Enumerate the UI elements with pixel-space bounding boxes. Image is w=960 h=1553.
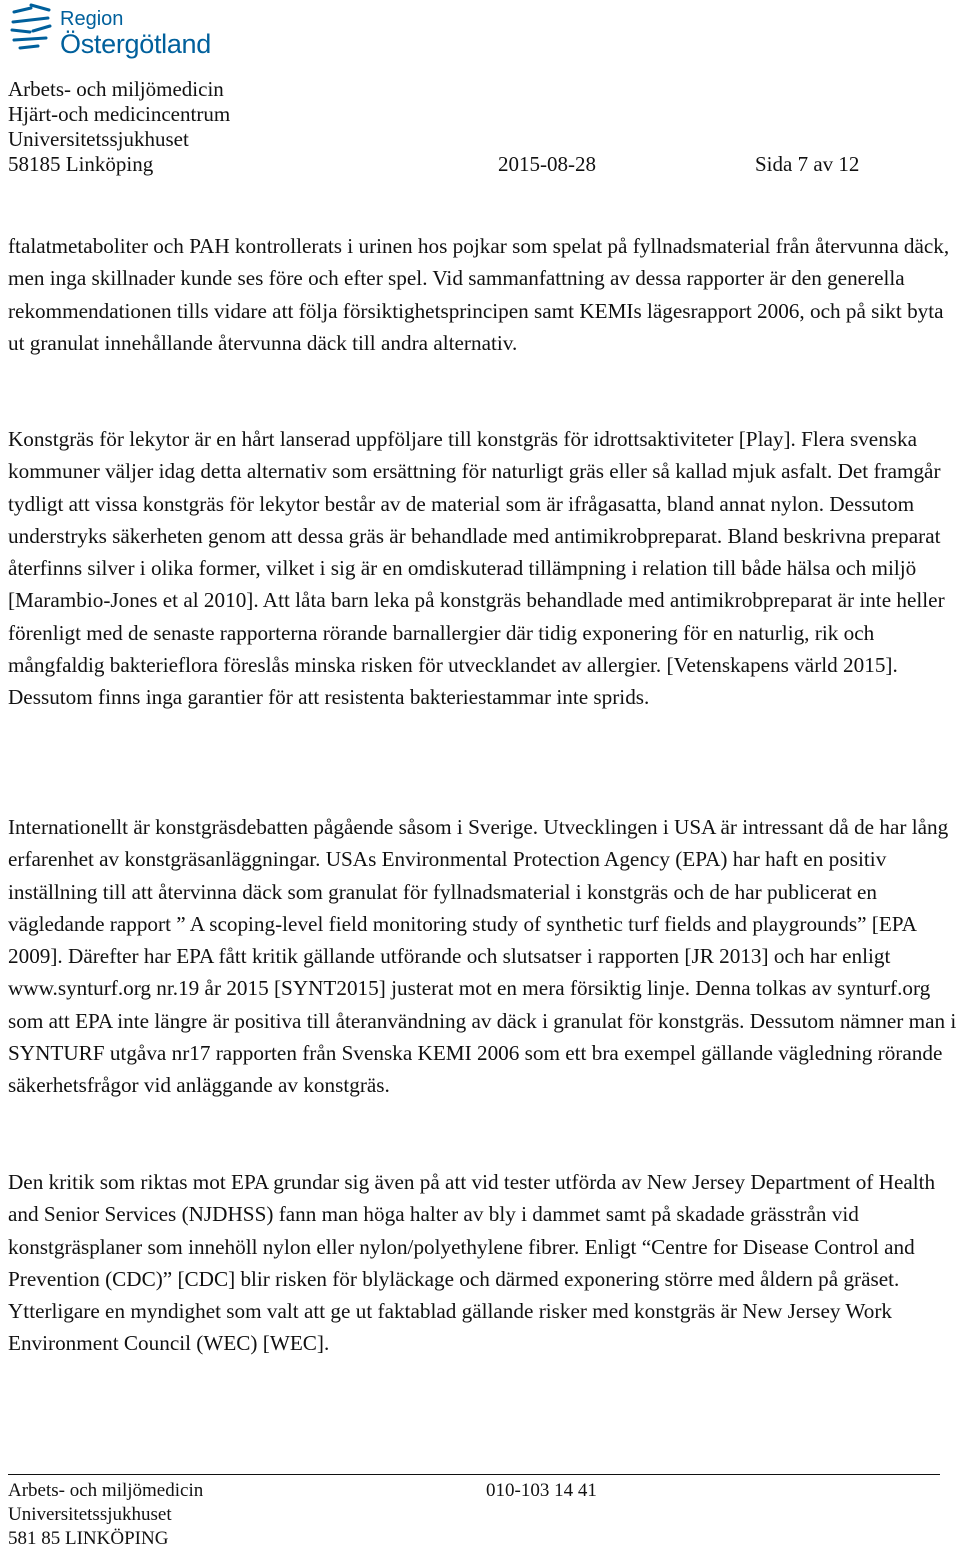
- logo-region-label: Region: [60, 8, 124, 30]
- page-number: [755, 152, 859, 177]
- page-prefix: Sida: [755, 152, 793, 176]
- body-paragraph-4: Den kritik som riktas mot EPA grundar sig även på att vid tester utförda av New Jersey Department of Health and Senior Services (NJDHSS) fann man höga halter av bly i dammet samt på skadade grässtrån vid konstgräsplaner som innehöll nylon eller nylon/polyethylene fibrer. Enligt “Centre for Disease Control and Prevention (CDC)” [CDC] blir risken för blyläckage och därmed exponering större med åldern på gräset. Ytterligare en myndighet som valt att ge ut faktablad gällande risker med konstgräs är New Jersey Work Environment Council (WEC) [WEC].: [8, 1170, 936, 1356]
- header-address: 58185 Linköping: [8, 152, 154, 176]
- header-address-row: [8, 152, 860, 177]
- body-paragraph-2: Konstgräs för lekytor är en hårt lanserad uppföljare till konstgräs för idrottsaktiviteter [Play]. Flera svenska kommuner väljer idag detta alternativ som ersättning för naturligt gräs eller så kallad mjuk asfalt. Det framgår tydligt att vissa konstgräs för lekytor består av de material som är ifrågasatta, bland annat nylon. Dessutom understryks säkerheten genom att dessa gräs är behandlade med antimikrobpreparat. Bland beskrivna preparat återfinns silver i olika former, vilket i sig är en omdiskuterad tillämpning i relation till både hälsa och miljö [Marambio-Jones et al 2010]. Att låta barn leka på konstgräs behandlade med antimikrobpreparat är inte heller förenligt med de senaste rapporterna rörande barnallergier där tidig exponering för en naturlig, rik och mångfaldig bakterieflora föreslås minska risken för utvecklandet av allergier. [Vetenskapens värld 2015]. Dessutom finns inga garantier för att resistenta bakteriestammar inte sprids.: [8, 427, 945, 710]
- letter-footer: [8, 1479, 597, 1551]
- footer-row-1: [8, 1479, 597, 1503]
- letter-header: [8, 77, 860, 177]
- page-mid: av: [813, 152, 834, 176]
- header-date: 2015-08-28: [498, 152, 596, 176]
- footer-address: 581 85 LINKÖPING: [8, 1528, 169, 1549]
- body-paragraph-3: Internationellt är konstgräsdebatten pågående såsom i Sverige. Utvecklingen i USA är intressant då de har lång erfarenhet av konstgräsanläggningar. USAs Environmental Protection Agency (EPA) har haft en positiv inställning till att återvinna däck som granulat för fyllnadsmaterial i konstgräs och de har publicerat en vägledande rapport ” A scoping-level field monitoring study of synthetic turf fields and playgrounds” [EPA 2009]. Därefter har EPA fått kritik gällande utförande och slutsatser i rapporten [JR 2013] och har enligt www.synturf.org nr.19 år 2015 [SYNT2015] justerat mot en mera försiktig linje. Denna tolkas av synturf.org som att EPA inte längre är positiva till återanvändning av däck i granulat för konstgräs. Dessutom nämner man i SYNTURF utgåva nr17 rapporten från Svenska KEMI 2006 som ett bra exempel gällande vägledning rörande säkerhetsfrågor vid anläggande av konstgräs.: [8, 815, 957, 1098]
- footer-dept: Arbets- och miljömedicin: [8, 1480, 204, 1501]
- region-emblem-icon: [8, 2, 54, 52]
- footer-divider: [8, 1474, 940, 1475]
- logo-region-name: Östergötland: [60, 29, 211, 59]
- body-paragraph-1: ftalatmetaboliter och PAH kontrollerats i urinen hos pojkar som spelat på fyllnadsmaterial från återvunna däck, men inga skillnader kunde ses före och efter spel. Vid sammanfattning av dessa rapporter är den generella rekommendationen tills vidare att följa försiktighetsprincipen samt KEMIs lägesrapport 2006, och på sikt byta ut granulat innehållande återvunna däck till andra alternativ.: [8, 234, 950, 355]
- header-center: Hjärt-och medicincentrum: [8, 102, 231, 126]
- header-dept: Arbets- och miljömedicin: [8, 77, 224, 101]
- footer-phone: 010-103 14 41: [486, 1480, 597, 1501]
- region-logo: [8, 2, 213, 59]
- page-total: 12: [838, 152, 860, 176]
- header-hospital: Universitetssjukhuset: [8, 127, 189, 151]
- footer-hospital: Universitetssjukhuset: [8, 1504, 172, 1525]
- page-current: 7: [797, 152, 809, 176]
